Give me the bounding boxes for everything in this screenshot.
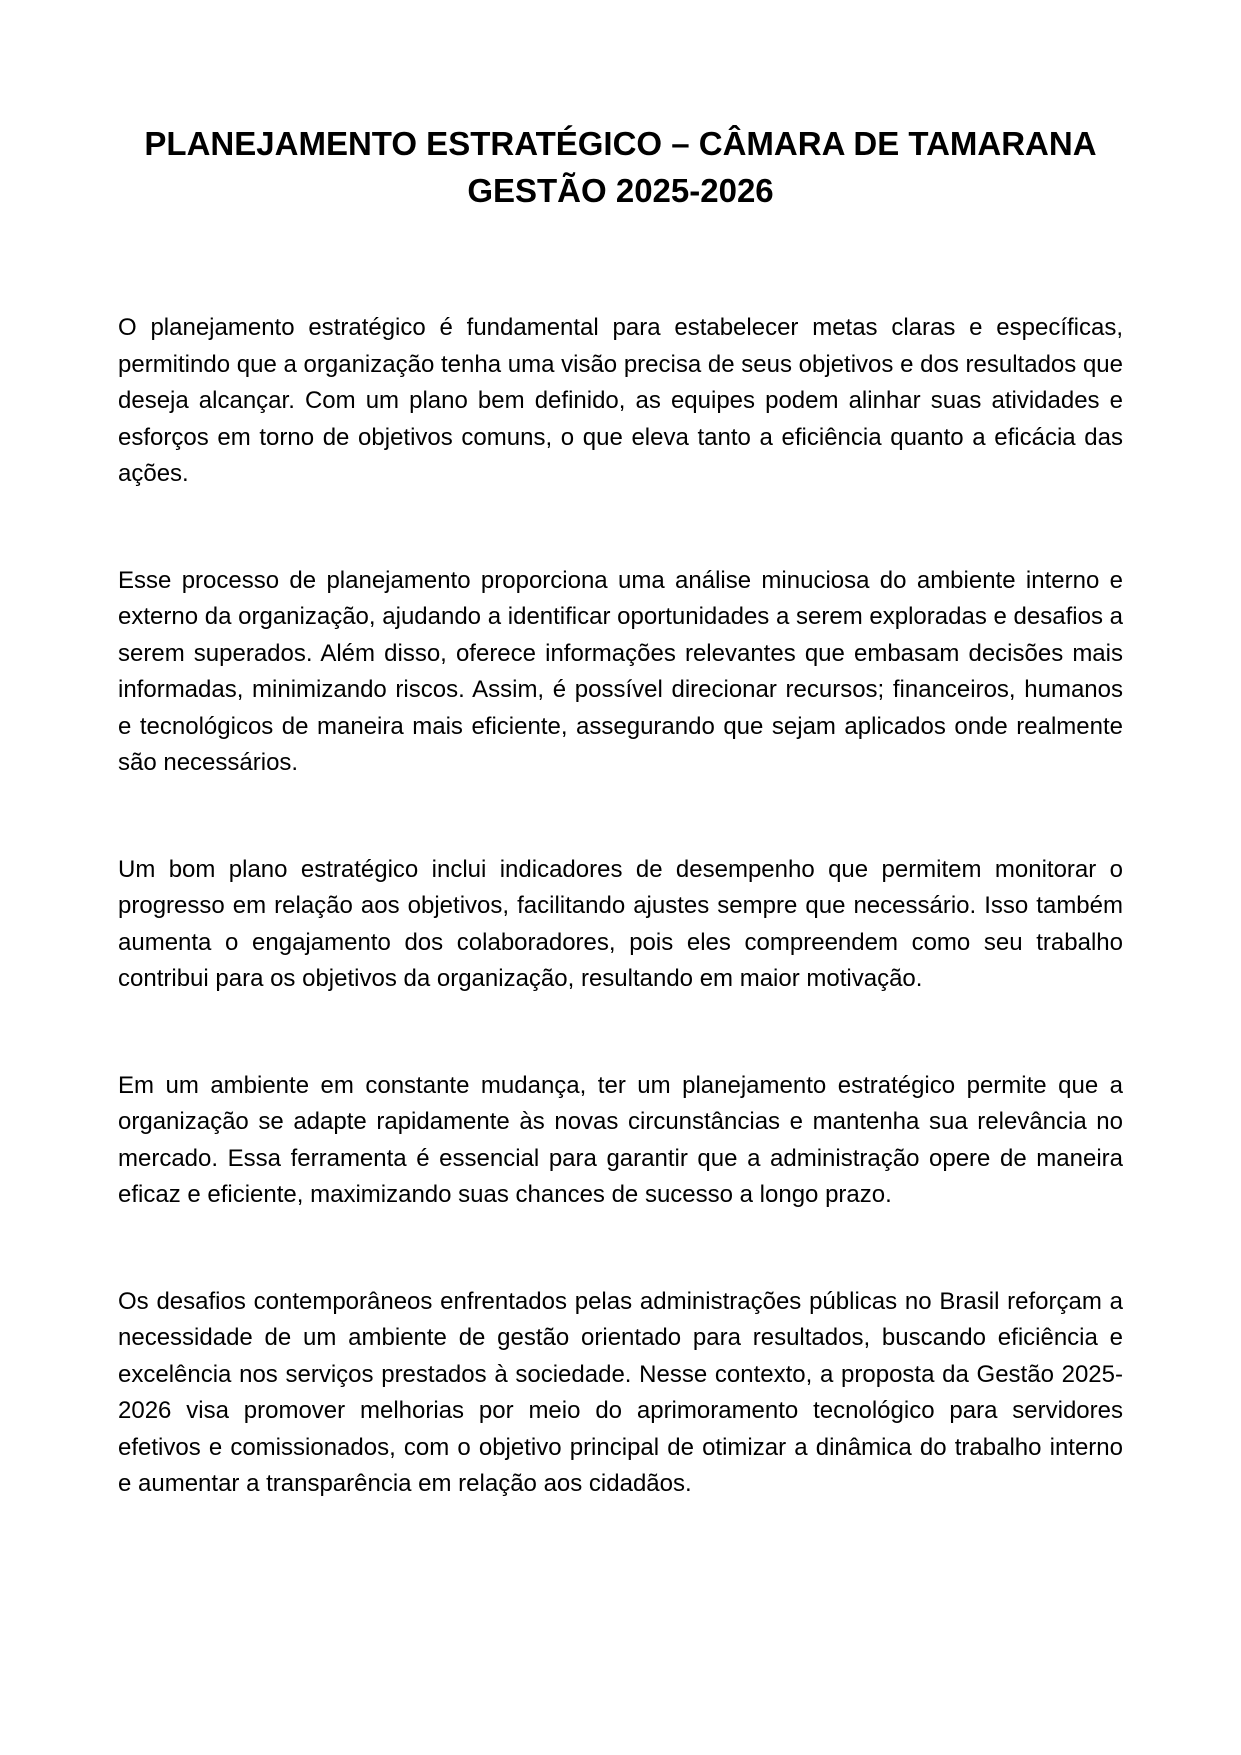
- paragraph: Os desafios contemporâneos enfrentados pelas administrações públicas no Brasil reforçam a necessidade de um ambiente de gestão orientado para resultados, buscando eficiência e excelência nos serviços prestados à sociedade. Nesse contexto, a proposta da Gestão 2025-2026 visa promover melhorias por meio do aprimoramento tecnológico para servidores efetivos e comissionados, com o objetivo principal de otimizar a dinâmica do trabalho interno e aumentar a transparência em relação aos cidadãos.: [118, 1287, 1123, 1497]
- paragraph: Um bom plano estratégico inclui indicadores de desempenho que permitem monitorar o progresso em relação aos objetivos, facilitando ajustes sempre que necessário. Isso também aumenta o engajamento dos colaboradores, pois eles compreendem como seu trabalho contribui para os objetivos da organização, resultando em maior motivação.: [118, 855, 1123, 992]
- paragraph: Em um ambiente em constante mudança, ter um planejamento estratégico permite que a organização se adapte rapidamente às novas circunstâncias e mantenha sua relevância no mercado. Essa ferramenta é essencial para garantir que a administração opere de maneira eficaz e eficiente, maximizando suas chances de sucesso a longo prazo.: [118, 1071, 1123, 1208]
- paragraph: O planejamento estratégico é fundamental para estabelecer metas claras e específicas, permitindo que a organização tenha uma visão precisa de seus objetivos e dos resultados que deseja alcançar. Com um plano bem definido, as equipes podem alinhar suas atividades e esforços em torno de objetivos comuns, o que eleva tanto a eficiência quanto a eficácia das ações.: [118, 314, 1123, 487]
- document-body: [118, 310, 1123, 1503]
- document-title: PLANEJAMENTO ESTRATÉGICO – CÂMARA DE TAMARANA GESTÃO 2025-2026: [144, 125, 1097, 209]
- paragraph: Esse processo de planejamento proporciona uma análise minuciosa do ambiente interno e externo da organização, ajudando a identificar oportunidades a serem exploradas e desafios a serem superados. Além disso, oferece informações relevantes que embasam decisões mais informadas, minimizando riscos. Assim, é possível direcionar recursos; financeiros, humanos e tecnológicos de maneira mais eficiente, assegurando que sejam aplicados onde realmente são necessários.: [118, 566, 1123, 776]
